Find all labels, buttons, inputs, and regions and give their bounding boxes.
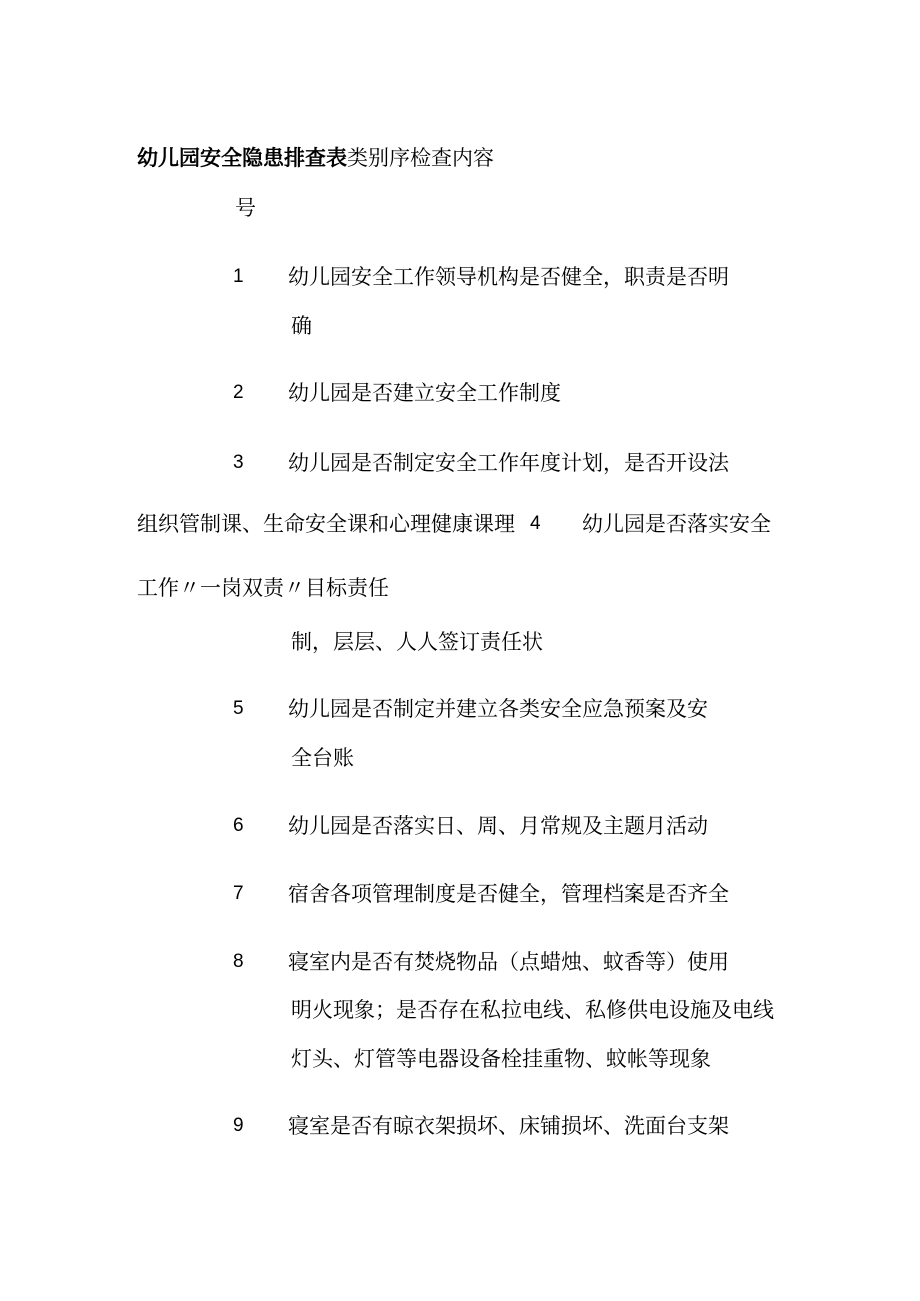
- title-rest: 类别序检查内容: [347, 146, 494, 170]
- item-text: 幼儿园是否制定安全工作年度计划，是否开设法: [288, 451, 729, 475]
- item-number: 4: [530, 513, 541, 534]
- item-number: 9: [233, 1115, 244, 1136]
- item-number: 5: [233, 698, 244, 719]
- item-text: 明火现象；是否存在私拉电线、私修供电设施及电线: [291, 998, 774, 1022]
- item-text: 制，层层、人人签订责任状: [291, 630, 543, 654]
- item-text: 灯头、灯管等电器设备栓挂重物、蚊帐等现象: [291, 1047, 711, 1071]
- item-text: 幼儿园是否落实安全: [582, 512, 771, 536]
- title-bold: 幼儿园安全隐患排查表: [137, 146, 347, 170]
- header-hao: 号: [235, 196, 256, 220]
- item-text: 工作〃一岗双责〃目标责任: [137, 576, 389, 600]
- item-number: 6: [233, 815, 244, 836]
- item-number: 8: [233, 951, 244, 972]
- item-text: 宿舍各项管理制度是否健全，管理档案是否齐全: [288, 882, 729, 906]
- item-number: 1: [233, 266, 244, 287]
- item-text: 寝室是否有晾衣架损坏、床铺损坏、洗面台支架: [288, 1114, 729, 1138]
- item-number: 2: [233, 382, 244, 403]
- item-text: 全台账: [291, 746, 354, 770]
- item-text: 幼儿园是否建立安全工作制度: [288, 381, 561, 405]
- item-text: 幼儿园安全工作领导机构是否健全，职责是否明: [288, 265, 729, 289]
- item-text: 确: [291, 314, 312, 338]
- item-number: 3: [233, 452, 244, 473]
- item-number: 7: [233, 883, 244, 904]
- item-text: 幼儿园是否制定并建立各类安全应急预案及安: [288, 697, 708, 721]
- page-title: [137, 144, 494, 172]
- item-text: 寝室内是否有焚烧物品（点蜡烛、蚊香等）使用: [288, 950, 729, 974]
- item-text: 幼儿园是否落实日、周、月常规及主题月活动: [288, 814, 708, 838]
- item-text: 组织管制课、生命安全课和心理健康课理: [137, 512, 515, 536]
